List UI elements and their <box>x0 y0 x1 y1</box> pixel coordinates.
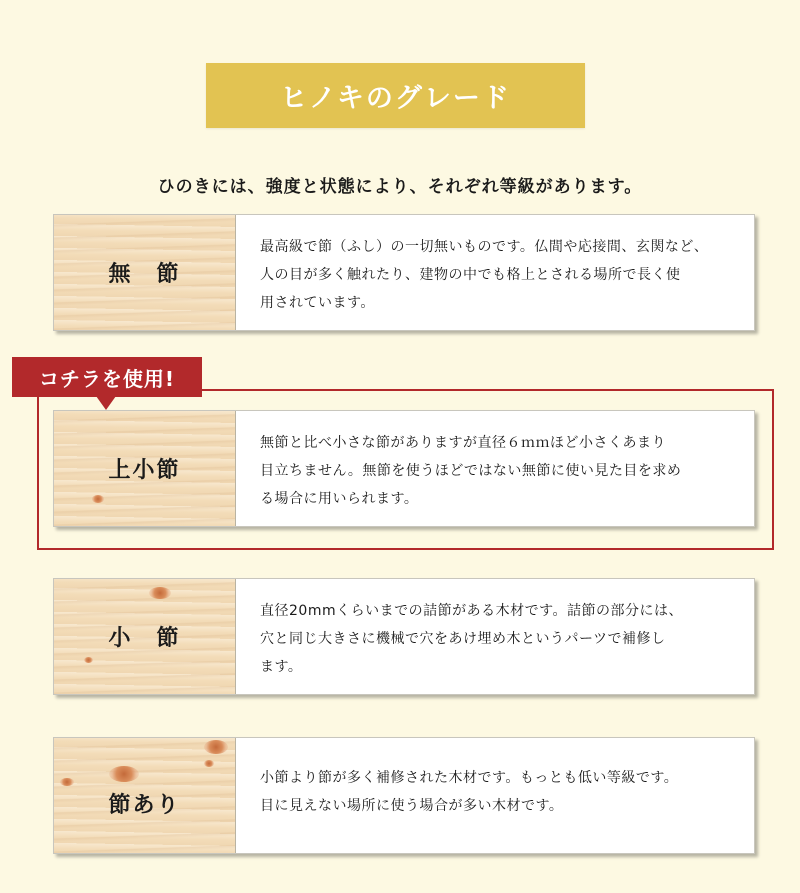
wood-sample-image <box>54 738 236 853</box>
wood-sample-image <box>54 579 236 694</box>
wood-knot <box>109 766 139 782</box>
wood-sample-image <box>54 215 236 330</box>
description-line: 無節と比べ小さな節がありますが直径６ｍｍほど小さくあまり <box>260 435 666 451</box>
grade-label: 上小節 <box>108 458 181 483</box>
description-line: 直径20mmくらいまでの詰節がある木材です。詰節の部分には、 <box>260 603 683 619</box>
in-use-badge <box>12 357 202 397</box>
section-title: ヒノキのグレード <box>280 83 511 114</box>
description-line: 最高級で節（ふし）の一切無いものです。仏間や応接間、玄関など、 <box>260 239 709 255</box>
wood-knot <box>84 657 93 663</box>
grade-card-joukobushi <box>53 410 755 527</box>
grade-label: 節あり <box>108 793 181 818</box>
wood-sample-image <box>54 411 236 526</box>
section-title-banner <box>206 63 585 128</box>
description-line: 穴と同じ大きさに機械で穴をあけ埋め木というパーツで補修し <box>260 631 666 647</box>
badge-pointer <box>96 396 116 410</box>
wood-knot <box>204 760 214 767</box>
description-line: 人の目が多く触れたり、建物の中でも格上とされる場所で長く使 <box>260 267 681 283</box>
wood-knot <box>92 495 104 503</box>
description-line: 目立ちません。無節を使うほどではない無節に使い見た目を求め <box>260 463 682 479</box>
intro-text: ひのきには、強度と状態により、それぞれ等級があります。 <box>157 177 643 197</box>
grade-card-mubushi <box>53 214 755 331</box>
grade-description <box>236 411 754 526</box>
description-line: 目に見えない場所に使う場合が多い木材です。 <box>260 798 564 814</box>
grade-card-kobushi <box>53 578 755 695</box>
grade-description <box>236 579 754 694</box>
grade-description <box>236 215 754 330</box>
in-use-badge-label: コチラを使用! <box>38 366 176 391</box>
wood-knot <box>60 778 74 786</box>
grade-label: 無 節 <box>108 262 181 287</box>
grade-label: 小 節 <box>108 626 181 651</box>
description-line: 用されています。 <box>260 295 375 311</box>
wood-knot <box>204 740 228 754</box>
grade-card-fushiari <box>53 737 755 854</box>
description-line: ます。 <box>260 659 303 675</box>
wood-knot <box>149 587 171 599</box>
description-line: る場合に用いられます。 <box>260 491 419 507</box>
description-line: 小節より節が多く補修された木材です。もっとも低い等級です。 <box>260 770 679 786</box>
grade-description <box>236 738 754 853</box>
